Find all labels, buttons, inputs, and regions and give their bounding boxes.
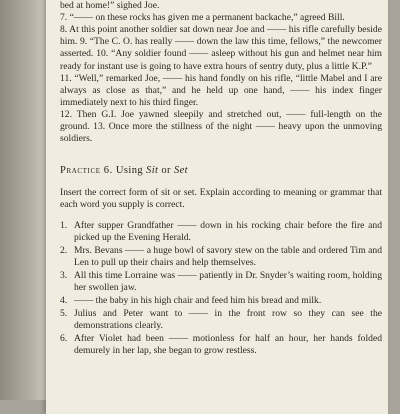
practice-heading <box>60 165 382 177</box>
paragraph-8-10: 8. At this point another soldier sat down near Joe and —— his rifle carefully beside him. 9. “The C. O. has really —— down the law this time, fellows,” the newcomer asserted. 10. “Any soldier found —— asleep without his gun and helmet near him ready for instant use is going to have extra hours of sentry duty, plus a little K.P.” <box>60 24 382 72</box>
exercise-text: After supper Grandfather —— down in his rocking chair before the fire and picked up the Evening Herald. <box>74 220 382 244</box>
exercise-item <box>60 270 382 294</box>
exercise-item <box>60 295 382 307</box>
paragraph-line-b: bed at home!” sighed Joe. <box>60 0 382 12</box>
exercise-text: Mrs. Bevans —— a huge bowl of savory stew on the table and ordered Tim and Len to pull up their chairs and help themselves. <box>74 245 382 269</box>
practice-title-or: or <box>158 165 174 176</box>
exercise-text: After Violet had been —— motionless for half an hour, her hands folded demurely in her lap, she began to grow restless. <box>74 333 382 357</box>
book-gutter <box>0 0 46 400</box>
exercise-number: 3. <box>60 270 74 294</box>
practice-label: Practice 6. <box>60 165 113 176</box>
paragraph-7: 7. “—— on these rocks has given me a permanent backache,” agreed Bill. <box>60 12 382 24</box>
exercise-number: 5. <box>60 308 74 332</box>
book-page <box>46 0 388 414</box>
practice-instructions: Insert the correct form of sit or set. Explain according to meaning or grammar that each word you supply is correct. <box>60 187 382 211</box>
exercise-number: 6. <box>60 333 74 357</box>
exercise-item <box>60 245 382 269</box>
exercise-list <box>60 220 382 358</box>
practice-word-set: Set <box>174 165 188 176</box>
paragraph-12-13: 12. Then G.I. Joe yawned sleepily and stretched out, —— full-length on the ground. 13. Once more the stillness of the night —— heavy upon the unmoving soldiers. <box>60 109 382 145</box>
exercise-number: 4. <box>60 295 74 307</box>
page-content <box>60 0 382 359</box>
practice-word-sit: Sit <box>146 165 158 176</box>
exercise-item <box>60 308 382 332</box>
paragraph-11: 11. “Well,” remarked Joe, —— his hand fondly on his rifle, “little Mabel and I are always as close as that,” and he held up one hand, —— his index finger immediately next to his third finger. <box>60 73 382 109</box>
practice-title-prefix: Using <box>116 165 146 176</box>
exercise-item <box>60 220 382 244</box>
exercise-text: All this time Lorraine was —— patiently in Dr. Snyder’s waiting room, holding her swollen jaw. <box>74 270 382 294</box>
exercise-text: Julius and Peter want to —— in the front row so they can see the demonstrations clearly. <box>74 308 382 332</box>
exercise-item <box>60 333 382 357</box>
exercise-text: —— the baby in his high chair and feed him his bread and milk. <box>74 295 382 307</box>
exercise-number: 2. <box>60 245 74 269</box>
exercise-number: 1. <box>60 220 74 244</box>
